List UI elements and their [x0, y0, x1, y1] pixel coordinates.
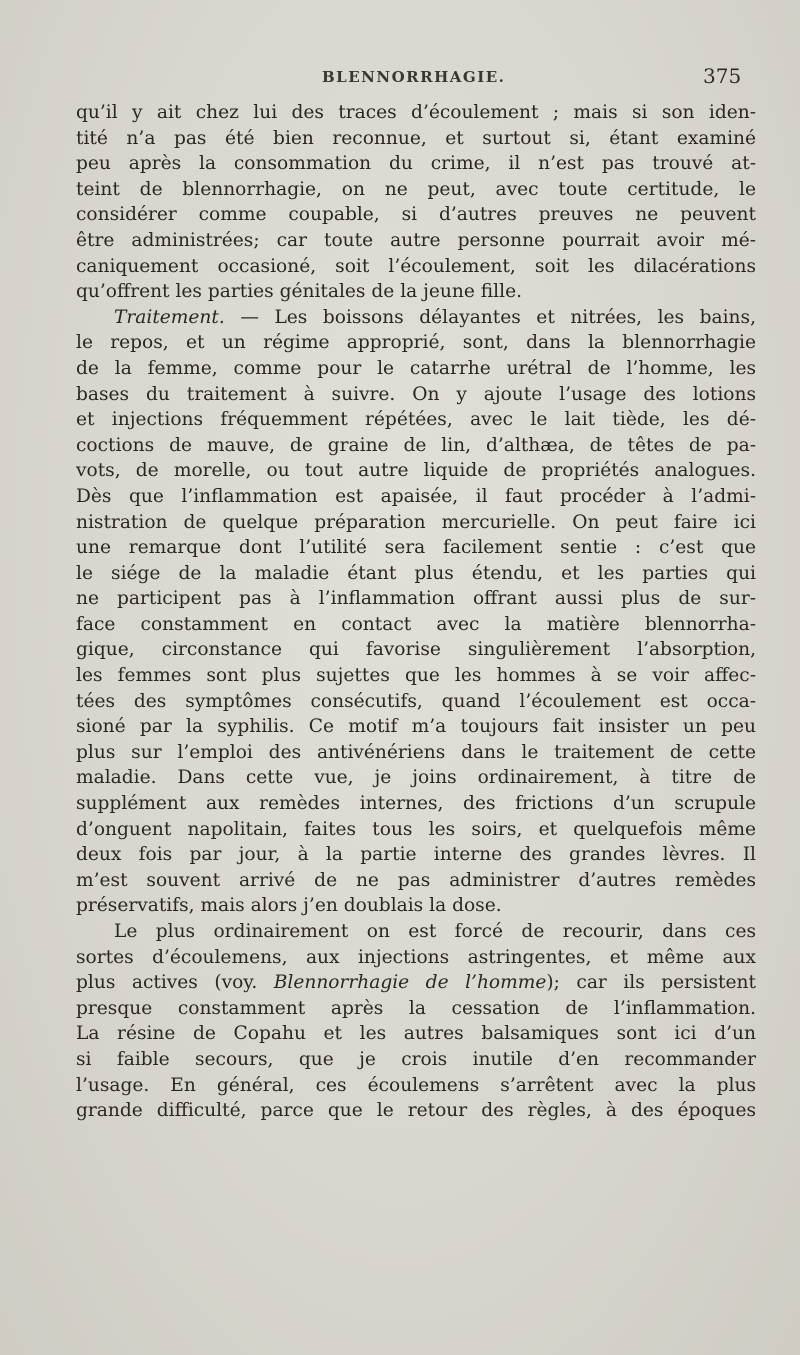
- text-line: nistration de quelque préparation mercurielle. On peut faire ici: [76, 511, 756, 533]
- text-line: bases du traitement à suivre. On y ajoute l’usage des lotions: [76, 383, 756, 405]
- text-line: considérer comme coupable, si d’autres preuves ne peuvent: [76, 204, 756, 226]
- running-title: BLENNORRHAGIE.: [322, 68, 506, 86]
- reference-after: ); car ils persistent: [546, 972, 756, 994]
- text-line: coctions de mauve, de graine de lin, d’althæa, de têtes de pa-: [76, 434, 756, 456]
- text-line: l’usage. En général, ces écoulemens s’arrêtent avec la plus: [76, 1074, 756, 1096]
- text-line: de la femme, comme pour le catarrhe urétral de l’homme, les: [76, 357, 756, 379]
- page-number: 375: [703, 64, 742, 88]
- text-line: le siége de la maladie étant plus étendu, et les parties qui: [76, 562, 756, 584]
- reference-italic: Blennorrhagie de l’homme: [273, 972, 547, 994]
- text-line: être administrées; car toute autre personne pourrait avoir mé-: [76, 229, 756, 251]
- text-line-reference: [76, 970, 756, 996]
- text-line: presque constamment après la cessation de l’inflammation.: [76, 997, 756, 1019]
- traitement-label: Traitement.: [114, 306, 225, 328]
- text-line: qu’offrent les parties génitales de la jeune fille.: [76, 281, 522, 303]
- text-line: face constamment en contact avec la matière blennorrha-: [76, 613, 756, 635]
- text-line: tité n’a pas été bien reconnue, et surtout si, étant examiné: [76, 127, 756, 149]
- text-line: Dès que l’inflammation est apaisée, il faut procéder à l’admi-: [76, 485, 756, 507]
- text-line: gique, circonstance qui favorise singulièrement l’absorption,: [76, 639, 756, 661]
- text-line: qu’il y ait chez lui des traces d’écoulement ; mais si son iden-: [76, 102, 756, 123]
- text-line: sortes d’écoulemens, aux injections astringentes, et même aux: [76, 946, 756, 968]
- text-line: deux fois par jour, à la partie interne des grandes lèvres. Il: [76, 844, 756, 866]
- text-line-traitement: [76, 305, 756, 331]
- text-line: vots, de morelle, ou tout autre liquide de propriétés analogues.: [76, 460, 756, 482]
- text-line: tées des symptômes consécutifs, quand l’écoulement est occa-: [76, 690, 756, 712]
- text-line: maladie. Dans cette vue, je joins ordinairement, à titre de: [76, 767, 756, 789]
- traitement-rest: — Les boissons délayantes et nitrées, les bains,: [224, 306, 756, 328]
- text-line: ne participent pas à l’inflammation offrant aussi plus de sur-: [76, 588, 756, 610]
- text-line: teint de blennorrhagie, on ne peut, avec toute certitude, le: [76, 178, 756, 200]
- text-line: La résine de Copahu et les autres balsamiques sont ici d’un: [76, 1023, 756, 1045]
- text-line: sioné par la syphilis. Ce motif m’a toujours fait insister un peu: [76, 716, 756, 738]
- text-line: préservatifs, mais alors j’en doublais la dose.: [76, 895, 502, 917]
- text-line: grande difficulté, parce que le retour des règles, à des époques: [76, 1100, 756, 1122]
- text-line: Le plus ordinairement on est forcé de recourir, dans ces: [114, 921, 756, 942]
- text-line: peu après la consommation du crime, il n’est pas trouvé at-: [76, 153, 756, 175]
- text-line: et injections fréquemment répétées, avec le lait tiède, les dé-: [76, 409, 756, 431]
- body-text: [76, 100, 756, 1124]
- text-line: les femmes sont plus sujettes que les hommes à se voir affec-: [76, 665, 756, 687]
- page-header: [0, 64, 800, 94]
- text-line: le repos, et un régime approprié, sont, dans la blennorrhagie: [76, 332, 756, 354]
- text-line: supplément aux remèdes internes, des frictions d’un scrupule: [76, 793, 756, 815]
- text-line: d’onguent napolitain, faites tous les soirs, et quelquefois même: [76, 818, 756, 840]
- text-line: caniquement occasioné, soit l’écoulement, soit les dilacérations: [76, 255, 756, 277]
- reference-before: plus actives (voy.: [76, 972, 274, 994]
- text-line: plus sur l’emploi des antivénériens dans le traitement de cette: [76, 741, 756, 763]
- text-line: m’est souvent arrivé de ne pas administrer d’autres remèdes: [76, 869, 756, 891]
- text-line: si faible secours, que je crois inutile d’en recommander: [76, 1048, 756, 1070]
- text-line: une remarque dont l’utilité sera facilement sentie : c’est que: [76, 537, 756, 559]
